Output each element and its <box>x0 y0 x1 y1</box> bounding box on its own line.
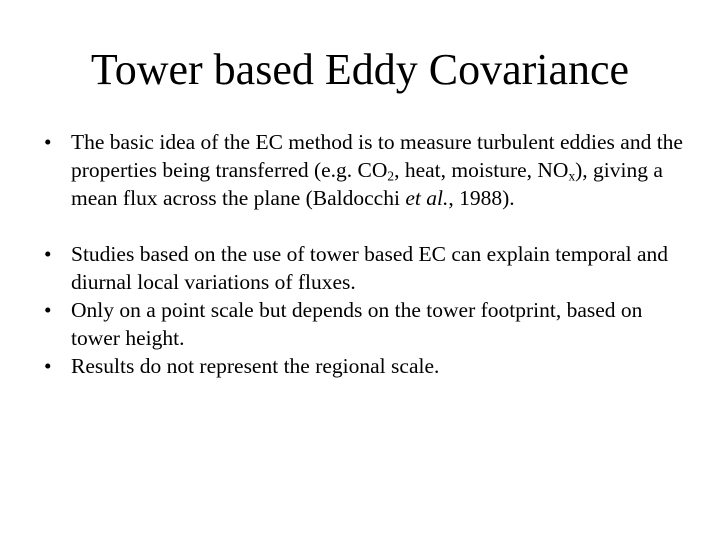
bullet-list <box>44 128 694 380</box>
bullet-dot-icon: • <box>44 354 52 378</box>
bullet-text-segment: , heat, moisture, NO <box>394 158 569 182</box>
bullet-text <box>71 128 694 212</box>
bullet-item <box>44 240 694 296</box>
slide-title: Tower based Eddy Covariance <box>90 45 630 94</box>
bullet-dot-icon: • <box>44 130 52 154</box>
subscript: x <box>568 168 576 184</box>
bullet-item <box>44 128 694 212</box>
bullet-dot-icon: • <box>44 242 52 266</box>
bullet-text: Studies based on the use of tower based EC can explain temporal and diurnal local variations of fluxes. <box>71 242 669 294</box>
bullet-text-segment: ), giving a mean flux across the plane (Baldocchi <box>71 158 663 210</box>
bullet-text-segment: The basic idea of the EC method is to measure turbulent eddies and the properties being transferred (e.g. CO <box>71 130 683 182</box>
bullet-dot-icon: • <box>44 298 52 322</box>
subscript: 2 <box>387 168 395 184</box>
bullet-item <box>44 352 694 380</box>
bullet-text: Only on a point scale but depends on the tower footprint, based on tower height. <box>71 298 643 350</box>
bullet-text: Results do not represent the regional scale. <box>71 354 440 378</box>
bullet-item <box>44 296 694 352</box>
italic-citation: et al. <box>405 186 449 210</box>
bullet-text-segment: , 1988). <box>448 186 515 210</box>
